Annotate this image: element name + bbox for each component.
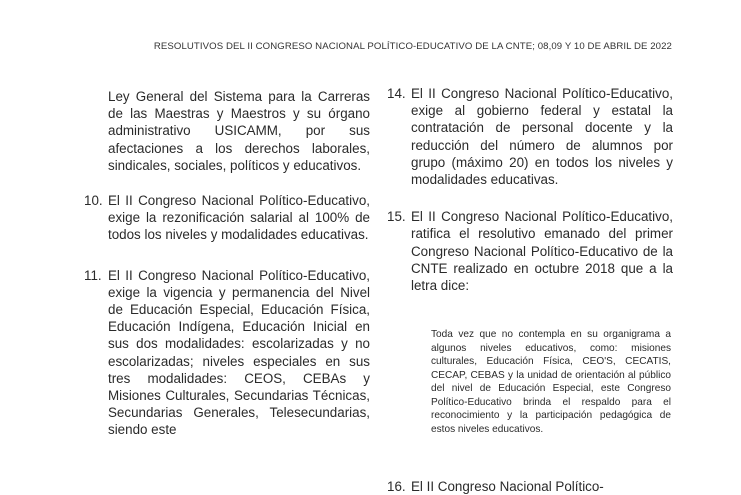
item-text: El II Congreso Nacional Político-	[411, 479, 604, 494]
item-text: El II Congreso Nacional Político-Educativo, exige al gobierno federal y estatal la contratación de personal docente y la reducción del número de alumnos por grupo (máximo 20) en todos los niveles y modalidades educativas.	[411, 86, 673, 188]
left-column	[84, 88, 370, 439]
item-number: 10.	[84, 193, 103, 209]
item-text: El II Congreso Nacional Político-Educativo, ratifica el resolutivo emanado del primer Congreso Nacional Político-Educativo de la CNTE realizado en octubre 2018 que a la letra dice:	[411, 209, 673, 294]
resolution-item-15	[387, 208, 673, 294]
resolution-item-14	[387, 85, 673, 188]
item-number: 16.	[387, 479, 406, 494]
item-text: El II Congreso Nacional Político-Educativo, exige la rezonificación salarial al 100% de todos los niveles y modalidades educativas.	[108, 193, 370, 243]
quoted-resolution: Toda vez que no contempla en su organigrama a algunos niveles educativos, como: misiones culturales, Educación Física, CEO'S, CECATIS, CECAP, CEBAS y la unidad de orientación al público del nivel de Educación Especial, este Congreso Político-Educativo brinda el respaldo para el reconocimiento y la participación pedagógica de estos niveles educativos.	[431, 329, 671, 435]
continuation-paragraph: Ley General del Sistema para la Carreras de las Maestras y Maestros y su órgano administrativo USICAMM, por sus afectaciones a los derechos laborales, sindicales, sociales, políticos y educativos.	[108, 89, 370, 173]
resolution-item-16	[387, 478, 673, 495]
resolution-item-11	[84, 267, 370, 439]
running-header: RESOLUTIVOS DEL II CONGRESO NACIONAL POLÍTICO-EDUCATIVO DE LA CNTE; 08,09 Y 10 DE ABRIL DE 2022	[153, 41, 672, 52]
item-number: 15.	[387, 209, 406, 225]
item-text: El II Congreso Nacional Político-Educativo, exige la vigencia y permanencia del Nivel de Educación Especial, Educación Física, Educación Indígena, Educación Inicial en sus dos modalidades: escolarizadas y no escolarizadas; niveles especiales en sus tres modalidades: CEOS, CEBAs y Misiones Culturales, Secundarias Técnicas, Secundarias Generales, Telesecundarias, siendo este	[108, 267, 370, 438]
item-number: 11.	[84, 267, 102, 283]
item-number: 14.	[387, 86, 406, 101]
resolution-item-10	[84, 192, 370, 244]
